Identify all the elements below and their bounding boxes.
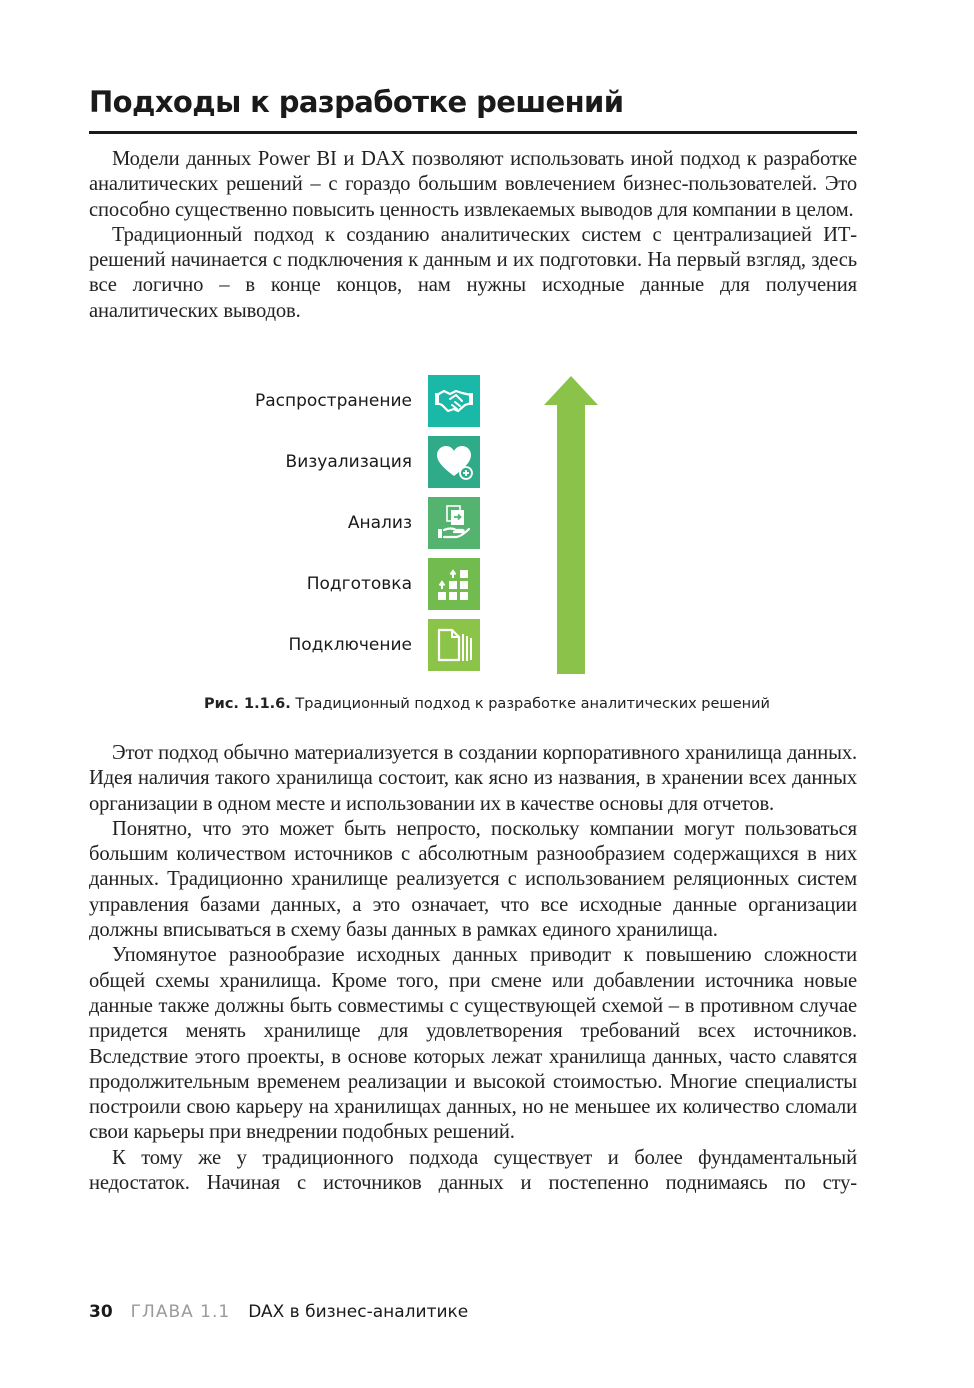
stage-tile-distribution bbox=[428, 375, 480, 427]
figure-traditional-approach bbox=[0, 370, 974, 680]
paragraph: Понятно, что это может быть непросто, поскольку компании могут пользоваться большим количеством источников с абсолютным разнообразием содержащихся в них данных. Традиционно хранилище реализуется с использованием реляционных систем управления базами данных, а это означает, что все исходные данные организации должны вписываться в схему базы данных в рамках единого хранилища. bbox=[89, 817, 857, 942]
stage-tile-visualization bbox=[428, 436, 480, 488]
stage-label-connection: Подключение bbox=[288, 635, 412, 655]
title-underline bbox=[89, 131, 857, 134]
handshake-icon bbox=[434, 381, 474, 421]
page-number: 30 bbox=[89, 1302, 113, 1322]
paragraph: Традиционный подход к созданию аналитических систем с централизацией ИТ-решений начинается с подключения к данным и их подготовки. На первый взгляд, здесь все логично – в конце концов, нам нужны исходные данные для получения аналитических выводов. bbox=[89, 223, 857, 322]
paragraph: К тому же у традиционного подхода существует и более фундаментальный недостаток. Начиная с источников данных и постепенно поднимаясь по сту- bbox=[89, 1146, 857, 1195]
stage-tile-connection bbox=[428, 619, 480, 671]
stage-label-preparation: Подготовка bbox=[306, 574, 412, 594]
heart-plus-icon bbox=[434, 442, 474, 482]
section-title: Подходы к разработке решений bbox=[89, 85, 624, 119]
caption-label: Рис. 1.1.6. bbox=[204, 696, 291, 712]
stage-label-distribution: Распространение bbox=[255, 391, 412, 411]
chapter-title: DAX в бизнес-аналитике bbox=[248, 1302, 469, 1322]
page-footer bbox=[89, 1302, 468, 1322]
figure-caption bbox=[0, 696, 974, 712]
hand-document-icon bbox=[434, 503, 474, 543]
stage-label-visualization: Визуализация bbox=[285, 452, 412, 472]
paragraph: Модели данных Power BI и DAX позволяют использовать иной подход к разработке аналитических решений – с гораздо большим вовлечением бизнес-пользователей. Это способно существенно повысить ценность извлекаемых выводов для компании в целом. bbox=[89, 148, 857, 221]
intro-text bbox=[89, 147, 857, 324]
blocks-growth-icon bbox=[434, 564, 474, 604]
caption-text: Традиционный подход к разработке аналитических решений bbox=[290, 696, 770, 712]
stage-label-analysis: Анализ bbox=[347, 513, 412, 533]
arrow-up-icon bbox=[544, 376, 598, 674]
paragraph: Упомянутое разнообразие исходных данных приводит к повышению сложности общей схемы хранилища. Кроме того, при смене или добавлении источника новые данные также должны быть совместимы с существующей схемой – в противном случае придется менять хранилище для удовлетворения требований всех источников. Вследствие этого проекты, в основе которых лежат хранилища данных, часто славятся продолжительным временем реализации и высокой стоимостью. Многие специалисты построили свою карьеру на хранилищах данных, но не меньшее их количество сломали свои карьеры при внедрении подобных решений. bbox=[89, 944, 857, 1144]
stage-tile-preparation bbox=[428, 558, 480, 610]
documents-stack-icon bbox=[434, 625, 474, 665]
chapter-label: ГЛАВА 1.1 bbox=[130, 1302, 231, 1322]
body-text bbox=[89, 741, 857, 1196]
paragraph: Этот подход обычно материализуется в создании корпоративного хранилища данных. Идея наличия такого хранилища состоит, как ясно из названия, в хранении всех данных организации в одном месте и использовании их в качестве основы для отчетов. bbox=[89, 742, 857, 815]
stage-tile-analysis bbox=[428, 497, 480, 549]
